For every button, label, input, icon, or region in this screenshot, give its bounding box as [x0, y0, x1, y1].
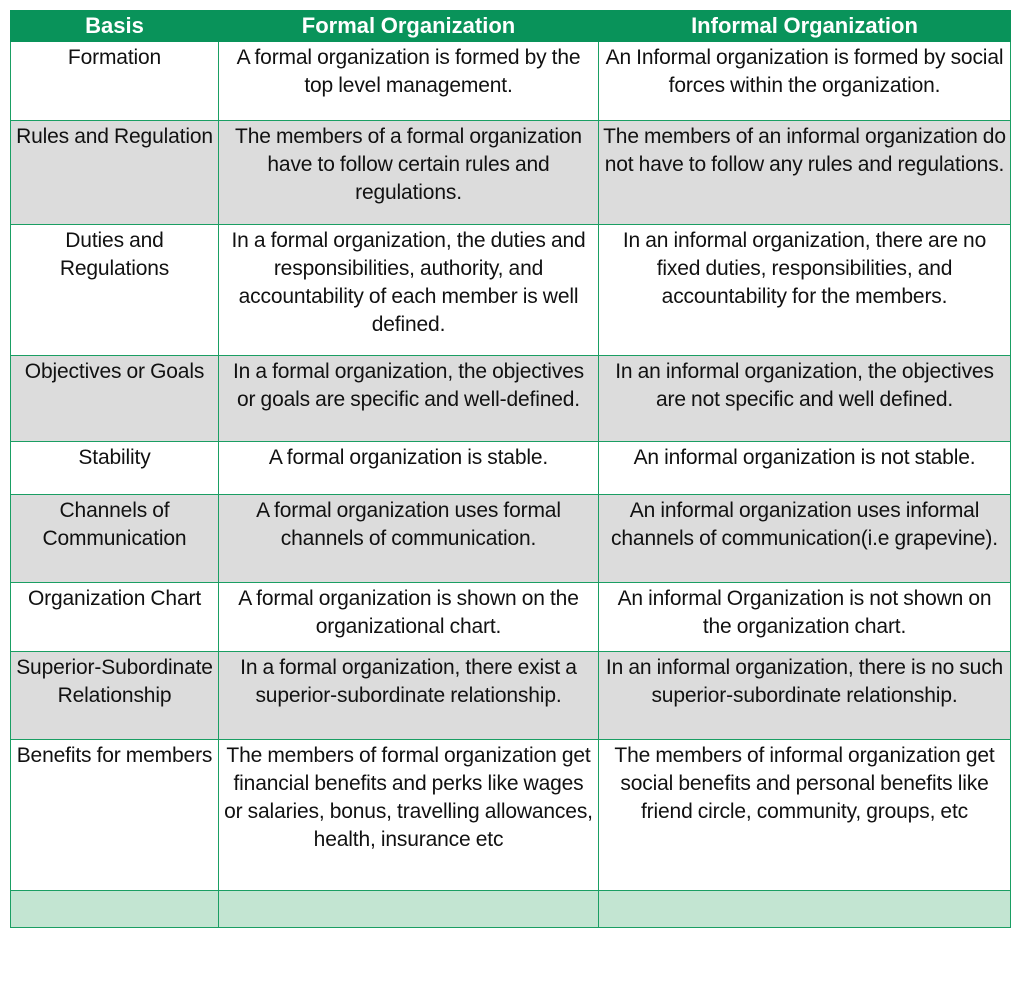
- cell-formal: A formal organization is shown on the organizational chart.: [219, 583, 599, 652]
- table-row: [11, 356, 1011, 442]
- cell-basis: Rules and Regulation: [11, 121, 219, 225]
- cell-formal: A formal organization uses formal channels of communication.: [219, 495, 599, 583]
- table-row: [11, 42, 1011, 121]
- cell-formal: In a formal organization, there exist a superior-subordinate relationship.: [219, 652, 599, 740]
- cell-basis: Objectives or Goals: [11, 356, 219, 442]
- cell-informal: [599, 891, 1011, 928]
- cell-formal: A formal organization is formed by the top level management.: [219, 42, 599, 121]
- table-body: [11, 42, 1011, 928]
- column-header-basis: Basis: [11, 11, 219, 42]
- column-header-informal-organization: Informal Organization: [599, 11, 1011, 42]
- cell-informal: The members of an informal organization do not have to follow any rules and regulations.: [599, 121, 1011, 225]
- cell-basis: [11, 891, 219, 928]
- comparison-table-container: [10, 10, 1010, 928]
- table-row: [11, 225, 1011, 356]
- formal-vs-informal-organization-table: [10, 10, 1011, 928]
- cell-formal: In a formal organization, the duties and responsibilities, authority, and accountability of each member is well defined.: [219, 225, 599, 356]
- cell-basis: Stability: [11, 442, 219, 495]
- table-row: [11, 583, 1011, 652]
- cell-basis: Formation: [11, 42, 219, 121]
- cell-formal: In a formal organization, the objectives or goals are specific and well-defined.: [219, 356, 599, 442]
- table-row: [11, 442, 1011, 495]
- column-header-formal-organization: Formal Organization: [219, 11, 599, 42]
- cell-informal: An informal Organization is not shown on the organization chart.: [599, 583, 1011, 652]
- cell-basis: Organization Chart: [11, 583, 219, 652]
- table-header: [11, 11, 1011, 42]
- cell-informal: An informal organization uses informal channels of communication(i.e grapevine).: [599, 495, 1011, 583]
- cell-basis: Benefits for members: [11, 740, 219, 891]
- table-row: [11, 652, 1011, 740]
- cell-informal: An Informal organization is formed by social forces within the organization.: [599, 42, 1011, 121]
- table-header-row: [11, 11, 1011, 42]
- cell-formal: [219, 891, 599, 928]
- cell-formal: The members of formal organization get financial benefits and perks like wages or salaries, bonus, travelling allowances, health, insurance etc: [219, 740, 599, 891]
- cell-informal: In an informal organization, the objectives are not specific and well defined.: [599, 356, 1011, 442]
- cell-formal: The members of a formal organization have to follow certain rules and regulations.: [219, 121, 599, 225]
- cell-informal: An informal organization is not stable.: [599, 442, 1011, 495]
- cell-basis: Channels of Communication: [11, 495, 219, 583]
- table-row: [11, 740, 1011, 891]
- cell-basis: Duties and Regulations: [11, 225, 219, 356]
- cell-informal: In an informal organization, there is no such superior-subordinate relationship.: [599, 652, 1011, 740]
- table-row-empty-footer: [11, 891, 1011, 928]
- cell-basis: Superior-Subordinate Relationship: [11, 652, 219, 740]
- table-row: [11, 495, 1011, 583]
- cell-informal: The members of informal organization get social benefits and personal benefits like friend circle, community, groups, etc: [599, 740, 1011, 891]
- cell-informal: In an informal organization, there are no fixed duties, responsibilities, and accountability for the members.: [599, 225, 1011, 356]
- cell-formal: A formal organization is stable.: [219, 442, 599, 495]
- table-row: [11, 121, 1011, 225]
